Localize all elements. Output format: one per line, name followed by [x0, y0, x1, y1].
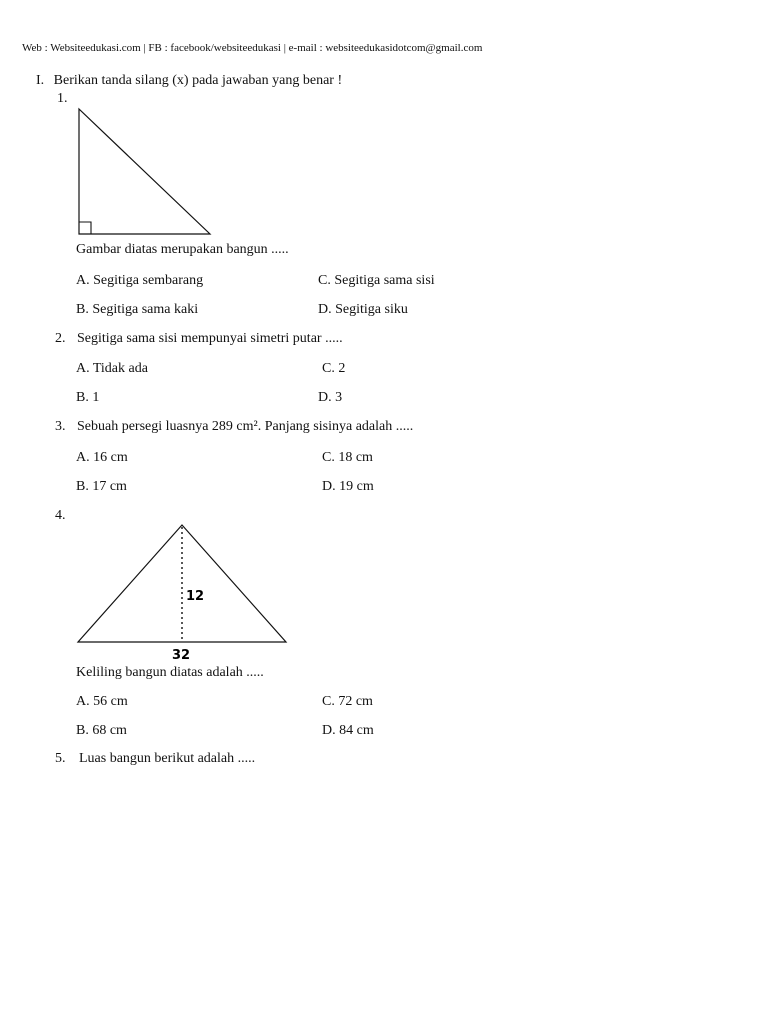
question-1-number: 1.: [57, 91, 68, 106]
question-3-option-a[interactable]: A. 16 cm: [76, 450, 128, 465]
section-number: I.: [36, 73, 45, 88]
question-2-option-a[interactable]: A. Tidak ada: [76, 361, 148, 376]
height-label: 12: [186, 589, 205, 604]
section-instruction: Berikan tanda silang (x) pada jawaban yang benar !: [53, 73, 343, 88]
question-1-option-d[interactable]: D. Segitiga siku: [318, 302, 408, 317]
question-1-option-a[interactable]: A. Segitiga sembarang: [76, 273, 204, 288]
question-4-option-a[interactable]: A. 56 cm: [76, 694, 128, 709]
question-3-prompt: Sebuah persegi luasnya 289 cm². Panjang sisinya adalah .....: [77, 419, 414, 434]
question-2-option-b[interactable]: B. 1: [76, 390, 100, 405]
question-2-option-c[interactable]: C. 2: [322, 361, 346, 376]
question-3-number: 3.: [55, 419, 66, 434]
question-2-prompt: Segitiga sama sisi mempunyai simetri putar .....: [77, 331, 343, 346]
question-4-option-c[interactable]: C. 72 cm: [322, 694, 373, 709]
question-4-prompt: Keliling bangun diatas adalah .....: [76, 665, 264, 680]
question-4-option-b[interactable]: B. 68 cm: [76, 723, 127, 738]
question-4-figure-isosceles-triangle: [70, 518, 300, 666]
question-2-number: 2.: [55, 331, 66, 346]
question-3-option-b[interactable]: B. 17 cm: [76, 479, 127, 494]
section-heading: [36, 73, 342, 89]
page-header: Web : Websiteedukasi.com | FB : facebook/websiteedukasi | e-mail : websiteedukasidotcom@gmail.com: [22, 42, 483, 54]
question-1-figure-right-triangle: [70, 104, 220, 238]
question-1-option-b[interactable]: B. Segitiga sama kaki: [76, 302, 199, 317]
question-3-option-c[interactable]: C. 18 cm: [322, 450, 373, 465]
question-2-option-d[interactable]: D. 3: [318, 390, 343, 405]
question-1-option-c[interactable]: C. Segitiga sama sisi: [318, 273, 435, 288]
question-5-number: 5.: [55, 751, 66, 766]
question-4-option-d[interactable]: D. 84 cm: [322, 723, 374, 738]
question-3-option-d[interactable]: D. 19 cm: [322, 479, 374, 494]
base-label: 32: [172, 648, 191, 663]
question-1-prompt: Gambar diatas merupakan bangun .....: [76, 242, 289, 257]
question-4-number: 4.: [55, 508, 66, 523]
question-5-prompt: Luas bangun berikut adalah .....: [79, 751, 256, 766]
